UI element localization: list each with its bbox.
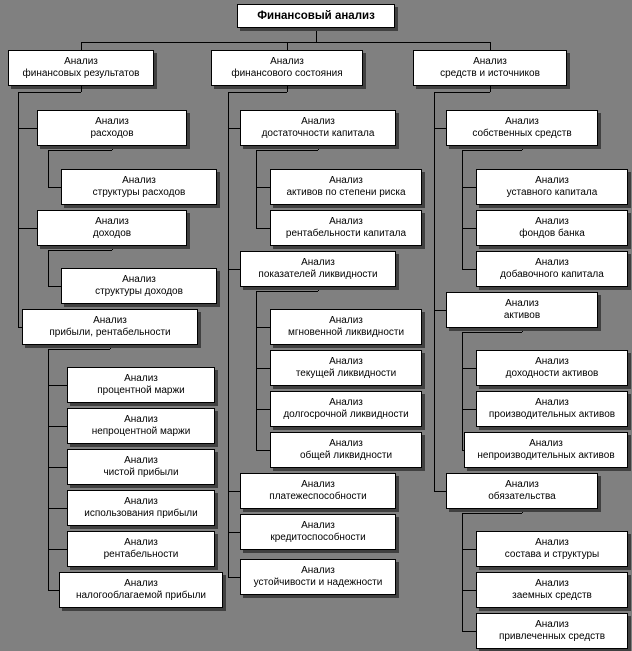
node-label-line1: Анализ (505, 479, 539, 490)
node-column2-3 (270, 210, 422, 246)
node-branch-3 (413, 50, 567, 86)
node-label-line2: привлеченных средств (498, 631, 606, 642)
connector-column1-subtop-1 (48, 250, 112, 251)
connector-column2-branch (228, 269, 240, 270)
node-label-line1: Анализ (301, 520, 335, 531)
node-column1-7 (67, 408, 215, 444)
connector-column2-branch (228, 577, 240, 578)
node-label-line2: обязательства (488, 491, 556, 502)
node-label-line2: добавочного капитала (500, 269, 604, 280)
node-label-line2: производительных активов (488, 409, 616, 420)
node-label-line1: Анализ (329, 175, 363, 186)
node-column2-5 (270, 309, 422, 345)
connector-column3-subspine-2 (462, 513, 463, 631)
connector-column1-subbranch (48, 385, 67, 386)
connector-column3-branch (434, 128, 446, 129)
node-label-line1: Анализ (64, 56, 98, 67)
node-column1-10 (67, 531, 215, 567)
connector-column3-subbranch (462, 228, 476, 229)
node-root (237, 4, 395, 28)
connector-root-drop-1 (287, 42, 288, 50)
connector-column1-subspine-1 (48, 250, 49, 286)
connector-column1-subspine-0 (48, 150, 49, 187)
node-column2-6 (270, 350, 422, 386)
node-column1-8 (67, 449, 215, 485)
connector-column1-stem (81, 86, 82, 92)
node-label-line1: Анализ (535, 175, 569, 186)
connector-column1-subbranch (48, 590, 59, 591)
node-label-line2: общей ликвидности (299, 450, 393, 461)
connector-column1-substem-1 (112, 246, 113, 250)
node-column2-8 (270, 432, 422, 468)
connector-column2-branch (228, 128, 240, 129)
node-column2-7 (270, 391, 422, 427)
node-label-line1: Анализ (95, 116, 129, 127)
node-column3-1 (446, 110, 598, 146)
connector-column1-branch (18, 228, 37, 229)
node-column2-10 (240, 514, 396, 550)
node-column3-2 (476, 169, 628, 205)
node-label-line2: финансовых результатов (22, 68, 140, 79)
node-label-line1: Анализ (535, 356, 569, 367)
connector-column1-top (18, 92, 81, 93)
connector-column2-stem (287, 86, 288, 92)
connector-column2-subbranch (256, 327, 270, 328)
node-branch-1 (8, 50, 154, 86)
node-column1-5 (22, 309, 198, 345)
node-label-line2: непроизводительных активов (477, 450, 615, 461)
connector-column2-subtop-1 (256, 291, 318, 292)
node-label-line1: Анализ (529, 438, 563, 449)
node-label-line1: Анализ (301, 116, 335, 127)
connector-column3-subbranch (462, 590, 476, 591)
connector-column1-subbranch (48, 508, 67, 509)
connector-column3-substem-0 (522, 146, 523, 150)
node-label-line2: структуры расходов (92, 187, 186, 198)
node-label-line2: прибыли, рентабельности (49, 327, 171, 338)
node-column3-3 (476, 210, 628, 246)
connector-column3-subbranch (462, 368, 476, 369)
node-column3-8 (464, 432, 628, 468)
connector-column1-subtop-0 (48, 150, 112, 151)
node-label-line1: Анализ (505, 298, 539, 309)
node-column2-1 (240, 110, 396, 146)
connector-column2-spine (228, 92, 229, 577)
node-label-line2: кредитоспособности (270, 532, 366, 543)
node-label-line2: показателей ликвидности (258, 269, 378, 280)
node-column1-1 (37, 110, 187, 146)
node-label-line1: Анализ (270, 56, 304, 67)
node-label-line1: Анализ (124, 496, 158, 507)
connector-column1-substem-2 (110, 345, 111, 349)
node-column3-11 (476, 572, 628, 608)
connector-column2-branch (228, 491, 240, 492)
node-column1-3 (37, 210, 187, 246)
node-column3-6 (476, 350, 628, 386)
connector-column3-subbranch (462, 631, 476, 632)
node-label-line1: Анализ (329, 397, 363, 408)
node-column2-9 (240, 473, 396, 509)
connector-column1-branch (18, 128, 37, 129)
node-column2-4 (240, 251, 396, 287)
connector-column3-subspine-0 (462, 150, 463, 269)
connector-column3-spine (434, 92, 435, 491)
node-label-line2: финансового состояния (231, 68, 343, 79)
node-column3-4 (476, 251, 628, 287)
connector-column2-subbranch (256, 450, 270, 451)
connector-column3-substem-2 (522, 509, 523, 513)
node-column1-4 (61, 268, 217, 304)
connector-column1-substem-0 (112, 146, 113, 150)
connector-column3-stem (490, 86, 491, 92)
node-column1-2 (61, 169, 217, 205)
connector-column1-subbranch (48, 549, 67, 550)
node-label-line1: Анализ (329, 216, 363, 227)
connector-column2-subbranch (256, 187, 270, 188)
node-label-line1: Анализ (535, 537, 569, 548)
connector-column1-subbranch (48, 187, 61, 188)
node-column3-5 (446, 292, 598, 328)
node-label-line1: Анализ (122, 175, 156, 186)
node-label-line2: процентной маржи (97, 385, 185, 396)
node-column1-11 (59, 572, 223, 608)
node-label-line1: Анализ (301, 565, 335, 576)
connector-column1-subbranch (48, 286, 61, 287)
connector-column3-subbranch (462, 409, 476, 410)
connector-column2-subbranch (256, 368, 270, 369)
node-label-line1: Анализ (124, 414, 158, 425)
connector-column2-subtop-0 (256, 150, 318, 151)
node-label-line2: непроцентной маржи (91, 426, 191, 437)
node-label-line2: собственных средств (472, 128, 572, 139)
connector-column1-subtop-2 (48, 349, 110, 350)
node-label-line1: Анализ (329, 438, 363, 449)
node-branch-2 (211, 50, 363, 86)
node-label-line2: доходов (92, 228, 132, 239)
node-column1-6 (67, 367, 215, 403)
node-label-line1: Анализ (535, 257, 569, 268)
node-label: Финансовый анализ (257, 10, 375, 22)
connector-column3-branch (434, 310, 446, 311)
connector-root-stem (316, 28, 317, 42)
node-label-line1: Анализ (535, 619, 569, 630)
connector-column3-subbranch (462, 549, 476, 550)
node-column3-12 (476, 613, 628, 649)
connector-column3-subtop-1 (462, 332, 522, 333)
node-label-line2: доходности активов (505, 368, 599, 379)
node-column3-9 (446, 473, 598, 509)
node-label-line2: мгновенной ликвидности (287, 327, 405, 338)
node-label-line2: налогооблагаемой прибыли (75, 590, 207, 601)
node-label-line1: Анализ (124, 578, 158, 589)
node-column3-7 (476, 391, 628, 427)
connector-root-drop-2 (490, 42, 491, 50)
connector-column3-subtop-0 (462, 150, 522, 151)
node-column1-9 (67, 490, 215, 526)
connector-column2-substem-1 (318, 287, 319, 291)
node-column2-11 (240, 559, 396, 595)
node-label-line2: фондов банка (519, 228, 585, 239)
node-label-line2: состава и структуры (504, 549, 600, 560)
connector-column1-subbranch (48, 426, 67, 427)
node-label-line1: Анализ (122, 274, 156, 285)
connector-column3-subbranch (462, 187, 476, 188)
connector-column2-top (228, 92, 287, 93)
connector-column2-subspine-0 (256, 150, 257, 228)
node-label-line1: Анализ (535, 578, 569, 589)
node-label-line1: Анализ (505, 116, 539, 127)
connector-column3-subspine-1 (462, 332, 463, 450)
connector-column3-subtop-2 (462, 513, 522, 514)
connector-column2-branch (228, 532, 240, 533)
node-label-line2: платежеспособности (269, 491, 367, 502)
connector-column3-top (434, 92, 490, 93)
node-label-line1: Анализ (329, 315, 363, 326)
node-label-line2: структуры доходов (95, 286, 183, 297)
node-label-line2: текущей ликвидности (295, 368, 397, 379)
connector-root-bus (81, 42, 490, 43)
node-label-line1: Анализ (535, 216, 569, 227)
node-label-line2: рентабельности капитала (285, 228, 407, 239)
node-label-line2: устойчивости и надежности (253, 577, 383, 588)
node-label-line2: расходов (90, 128, 134, 139)
connector-column2-subbranch (256, 228, 270, 229)
node-label-line2: долгосрочной ликвидности (283, 409, 409, 420)
node-label-line1: Анализ (124, 455, 158, 466)
connector-column2-subbranch (256, 409, 270, 410)
node-label-line2: средств и источников (440, 68, 540, 79)
node-label-line1: Анализ (301, 257, 335, 268)
node-label-line1: Анализ (124, 373, 158, 384)
node-label-line1: Анализ (124, 537, 158, 548)
connector-column2-subspine-1 (256, 291, 257, 450)
node-label-line2: заемных средств (512, 590, 592, 601)
node-label-line1: Анализ (535, 397, 569, 408)
node-label-line2: активов по степени риска (286, 187, 406, 198)
node-label-line1: Анализ (329, 356, 363, 367)
node-label-line2: использования прибыли (84, 508, 198, 519)
connector-root-drop-0 (81, 42, 82, 50)
connector-column3-subbranch (462, 269, 476, 270)
node-label-line1: Анализ (473, 56, 507, 67)
connector-column3-substem-1 (522, 328, 523, 332)
node-label-line2: рентабельности (103, 549, 179, 560)
node-column2-2 (270, 169, 422, 205)
node-label-line2: достаточности капитала (261, 128, 375, 139)
node-label-line1: Анализ (95, 216, 129, 227)
connector-column3-branch (434, 491, 446, 492)
node-label-line2: уставного капитала (506, 187, 598, 198)
node-label-line2: чистой прибыли (103, 467, 179, 478)
node-column3-10 (476, 531, 628, 567)
connector-column1-subbranch (48, 467, 67, 468)
node-label-line2: активов (503, 310, 541, 321)
connector-column2-substem-0 (318, 146, 319, 150)
node-label-line1: Анализ (301, 479, 335, 490)
node-label-line1: Анализ (93, 315, 127, 326)
